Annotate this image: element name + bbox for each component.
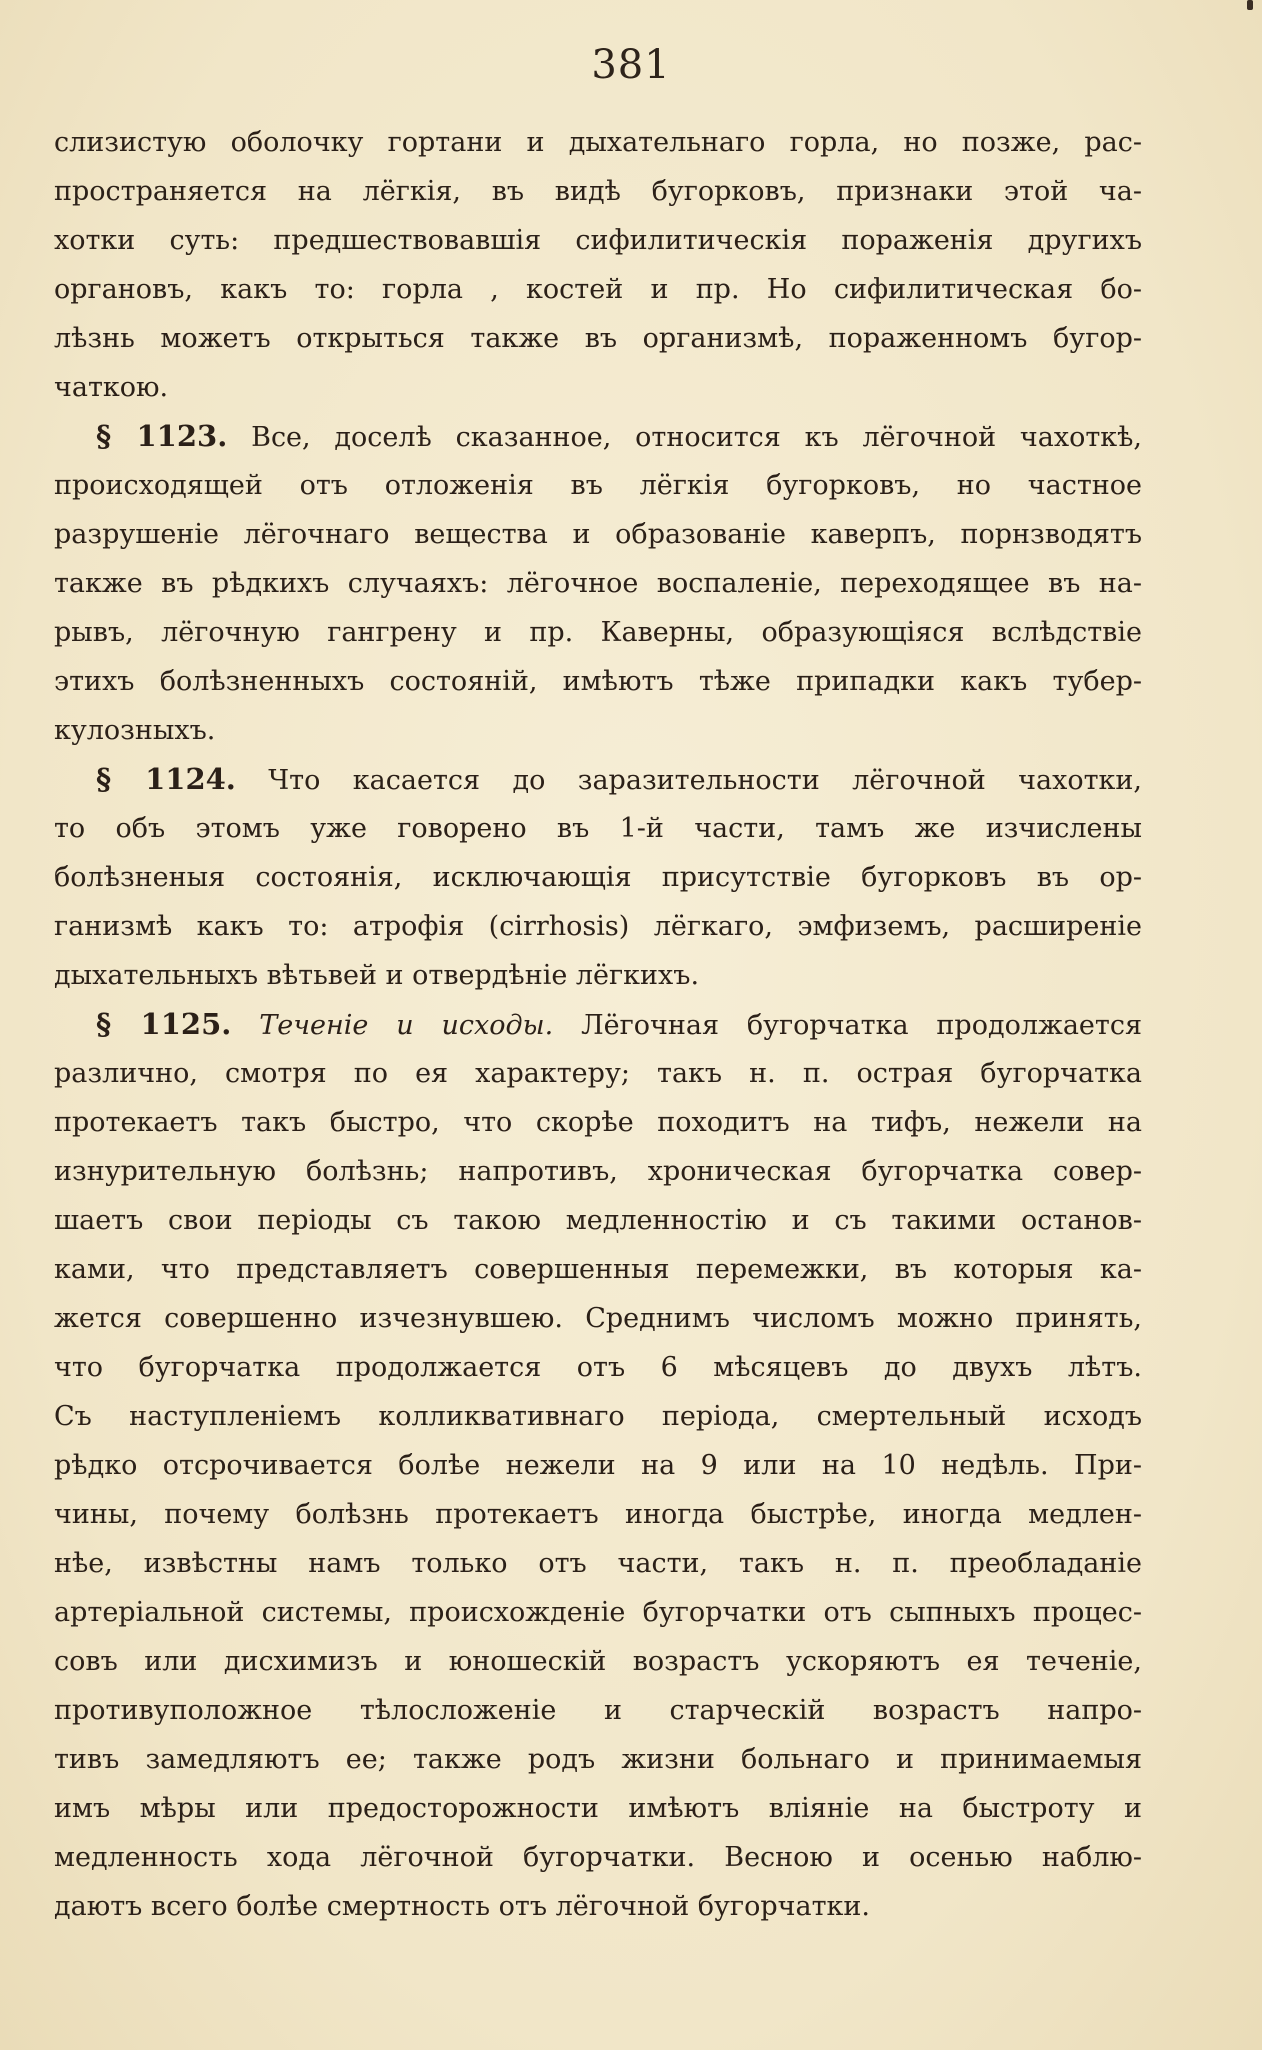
paragraph-1125 xyxy=(54,1000,1142,1931)
text-line: протекаетъ такъ быстро, что скорѣе походитъ на тифъ, нежели на xyxy=(54,1107,1142,1138)
text-line: хотки суть: предшествовавшія сифилитическія пораженія другихъ xyxy=(54,225,1142,256)
text-line: болѣзненыя состоянія, исключающія присутствіе бугорковъ въ ор- xyxy=(54,862,1142,893)
text-line: кулозныхъ. xyxy=(54,715,216,746)
text-line: также въ рѣдкихъ случаяхъ: лёгочное воспаленіе, переходящее въ на- xyxy=(54,568,1142,599)
text-line: разрушеніе лёгочнаго вещества и образованіе каверпъ, порнзводятъ xyxy=(54,519,1142,550)
paragraph-1123 xyxy=(54,412,1142,755)
text-line: ками, что представляетъ совершенныя перемежки, въ которыя ка- xyxy=(54,1254,1142,1285)
section-number: § 1123. xyxy=(96,419,228,453)
text-line: совъ или дисхимизъ и юношескій возрастъ ускоряютъ ея теченіе, xyxy=(54,1646,1142,1677)
section-number: § 1125. xyxy=(96,1007,232,1041)
text-line: лѣзнь можетъ открыться также въ организмѣ, пораженномъ бугор- xyxy=(54,323,1142,354)
text-line: имъ мѣры или предосторожности имѣютъ вліяніе на быстроту и xyxy=(54,1793,1142,1824)
paragraph-continuation xyxy=(54,118,1142,412)
text-line: этихъ болѣзненныхъ состояній, имѣютъ тѣже припадки какъ тубер- xyxy=(54,666,1142,697)
line-text: Что касается до заразительности лёгочной чахотки, xyxy=(235,765,1142,796)
page-number: 381 xyxy=(591,42,671,88)
text-line: пространяется на лёгкія, въ видѣ бугорковъ, признаки этой ча- xyxy=(54,176,1142,207)
ink-speck xyxy=(1247,0,1253,10)
line-text: Все, доселѣ сказанное, относится къ лёгочной чахоткѣ, xyxy=(227,422,1142,453)
text-line: слизистую оболочку гортани и дыхательнаго горла, но позже, рас- xyxy=(54,127,1142,158)
section-number: § 1124. xyxy=(96,762,236,796)
text-line: чины, почему болѣзнь протекаетъ иногда быстрѣе, иногда медлен- xyxy=(54,1499,1142,1530)
text-line: изнурительную болѣзнь; напротивъ, хроническая бугорчатка совер- xyxy=(54,1156,1142,1187)
text-line: нѣе, извѣстны намъ только отъ части, такъ н. п. преобладаніе xyxy=(54,1548,1142,1579)
text-line xyxy=(54,412,1142,461)
text-line: что бугорчатка продолжается отъ 6 мѣсяцевъ до двухъ лѣтъ. xyxy=(54,1352,1142,1383)
text-line: медленность хода лёгочной бугорчатки. Весною и осенью наблю- xyxy=(54,1842,1142,1873)
text-line: дыхательныхъ вѣтьвей и отвердѣніе лёгкихъ. xyxy=(54,960,700,991)
text-line: Съ наступленіемъ колликвативнаго періода, смертельный исходъ xyxy=(54,1401,1142,1432)
text-line: различно, смотря по ея характеру; такъ н. п. острая бугорчатка xyxy=(54,1058,1142,1089)
text-line: то объ этомъ уже говорено въ 1-й части, тамъ же изчислены xyxy=(54,813,1142,844)
paragraph-1124 xyxy=(54,755,1142,1000)
line-text: Лёгочная бугорчатка продолжается xyxy=(553,1010,1142,1041)
text-line: тивъ замедляютъ ее; также родъ жизни больнаго и принимаемыя xyxy=(54,1744,1142,1775)
text-line: артеріальной системы, происхожденіе бугорчатки отъ сыпныхъ процес- xyxy=(54,1597,1142,1628)
text-line xyxy=(54,1000,1142,1049)
text-line: происходящей отъ отложенія въ лёгкія бугорковъ, но частное xyxy=(54,470,1142,501)
text-line: чаткою. xyxy=(54,372,169,403)
text-line: шаетъ свои періоды съ такою медленностію и съ такими останов- xyxy=(54,1205,1142,1236)
text-line: жется совершенно изчезнувшею. Среднимъ числомъ можно принять, xyxy=(54,1303,1142,1334)
body-text xyxy=(54,118,1142,1931)
text-line: рѣдко отсрочивается болѣе нежели на 9 или на 10 недѣль. При- xyxy=(54,1450,1142,1481)
text-line xyxy=(54,755,1142,804)
text-line: ганизмѣ какъ то: атрофія (cirrhosis) лёгкаго, эмфиземъ, расширеніе xyxy=(54,911,1142,942)
text-line: органовъ, какъ то: горла , костей и пр. Но сифилитическая бо- xyxy=(54,274,1142,305)
text-line: рывъ, лёгочную гангрену и пр. Каверны, образующіяся вслѣдствіе xyxy=(54,617,1142,648)
text-line: даютъ всего болѣе смертность отъ лёгочной бугорчатки. xyxy=(54,1891,870,1922)
text-line: противуположное тѣлосложеніе и старческій возрастъ напро- xyxy=(54,1695,1142,1726)
section-heading: Теченіе и исходы. xyxy=(259,1010,554,1041)
